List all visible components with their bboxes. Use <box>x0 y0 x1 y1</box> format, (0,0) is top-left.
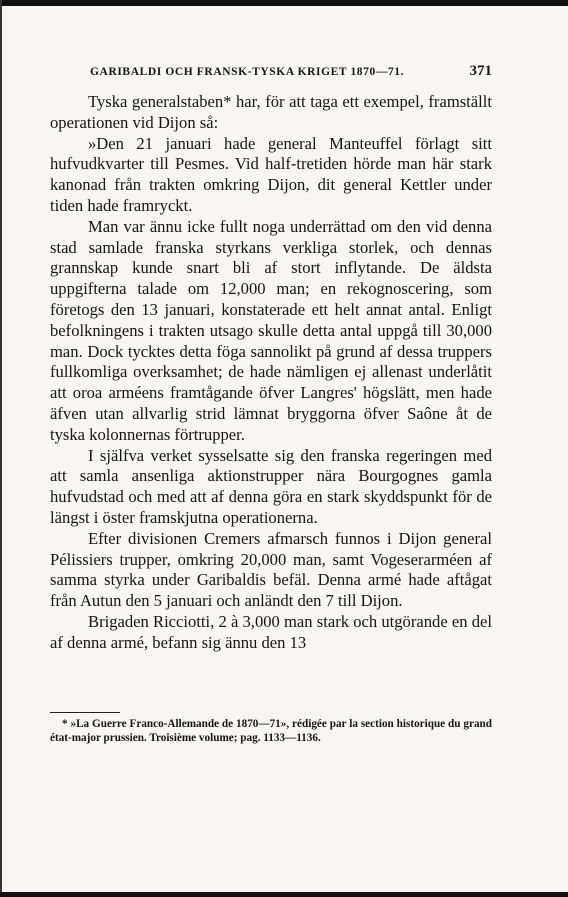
footnote-text: * »La Guerre Franco-Allemande de 1870—71», rédigée par la section historique du grand état-major prussien. Troisième volume; pag. 1133—1136. <box>50 718 492 744</box>
paragraph-4: I själfva verket sysselsatte sig den franska regeringen med att samla ansenliga aktionstrupper nära Bourgognes gamla hufvudstad och med att af denna göra en stark skyddspunkt för de längst i öster framskjutna operationerna. <box>50 445 492 527</box>
page-header <box>90 63 492 80</box>
scan-left-border <box>0 0 2 897</box>
footnote <box>50 718 492 745</box>
page-number: 371 <box>469 63 492 79</box>
body-text <box>50 92 492 654</box>
paragraph-1: Tyska generalstaben* har, för att taga ett exempel, framställt operationen vid Dijon så: <box>50 92 492 132</box>
footnote-divider <box>50 712 120 713</box>
paragraph-6: Brigaden Ricciotti, 2 à 3,000 man stark och utgörande en del af denna armé, befann sig ännu den 13 <box>50 611 492 652</box>
scan-bottom-border <box>0 892 568 897</box>
paragraph-5: Efter divisionen Cremers afmarsch funnos i Dijon general Pélissiers trupper, omkring 20,000 man, samt Vogeserarméen af samma styrka under Garibaldis befäl. Denna armé hade aftågat från Autun den 5 januari och anländt den 7 till Dijon. <box>50 528 492 611</box>
running-head: GARIBALDI OCH FRANSK-TYSKA KRIGET 1870—71. <box>90 66 405 78</box>
paragraph-3: Man var ännu icke fullt noga underrättad om den vid denna stad samlade franska styrkans verkliga storlek, och dennas grannskap kunde snart bli af stort inflytande. De äldsta uppgifterna talade om 12,000 man; en rekognoscering, som företogs den 13 januari, konstaterade ett helt annat antal. Enligt befolkningens i trakten utsago skulle detta antal uppgå till 30,000 man. Dock tycktes detta föga sannolikt på grund af dessa truppers fullkomliga overksamhet; de hade nämligen ej allenast underlåtit att oroa arméens framtågande öfver Langres' högslätt, men hade äfven utan allvarlig strid lämnat bryggorna öfver Saône åt de tyska kolonnernas förtrupper. <box>50 216 492 444</box>
paragraph-2: »Den 21 januari hade general Manteuffel förlagt sitt hufvudkvarter till Pesmes. Vid half-tretiden hörde man här stark kanonad från trakten omkring Dijon, dit general Kettler under tiden hade framryckt. <box>50 133 492 215</box>
scan-top-border <box>0 0 568 6</box>
